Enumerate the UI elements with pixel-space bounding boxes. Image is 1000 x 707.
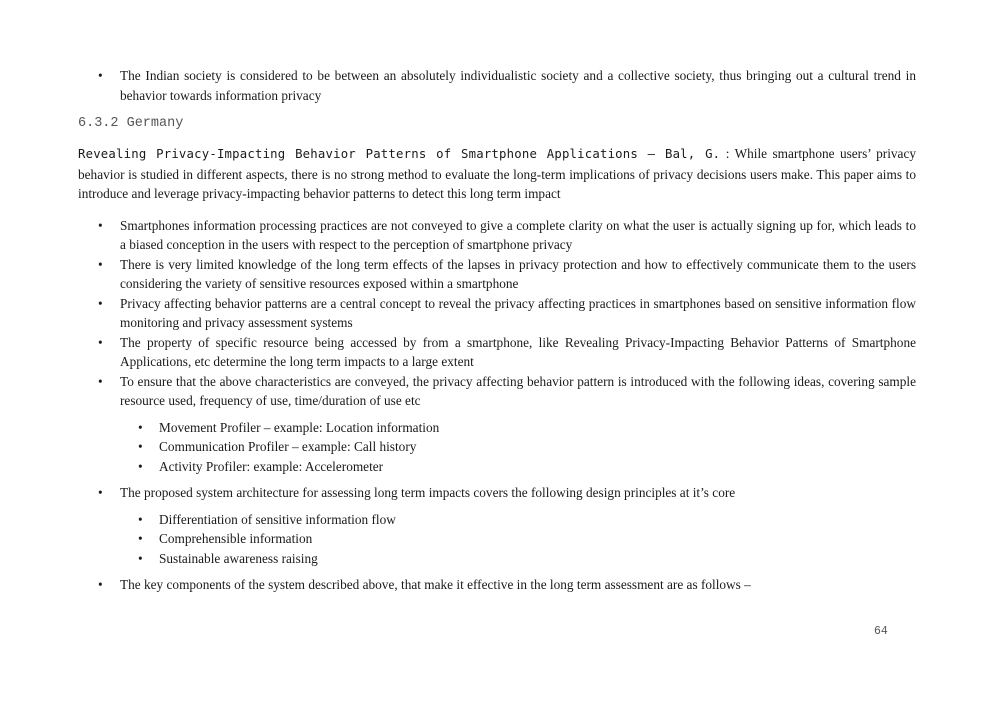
list-item: • Activity Profiler: example: Accelerometer <box>78 457 916 477</box>
list-item: • The key components of the system described above, that make it effective in the long term assessment are as follows – <box>78 575 916 595</box>
section-heading: 6.3.2 Germany <box>78 116 184 131</box>
reference-title: Revealing Privacy-Impacting Behavior Patterns of Smartphone Applications – Bal, G. <box>78 147 721 161</box>
list-item: • Sustainable awareness raising <box>78 549 916 569</box>
list-item: • The proposed system architecture for assessing long term impacts covers the following design principles at it’s core <box>78 483 916 503</box>
architecture-bullet-list <box>78 483 916 503</box>
list-item: • There is very limited knowledge of the long term effects of the lapses in privacy protection and how to effectively communicate them to the users considering the variety of sensitive resources exposed within a smartphone <box>78 255 916 294</box>
list-item: • The Indian society is considered to be between an absolutely individualistic society and a collective society, thus bringing out a cultural trend in behavior towards information privacy <box>78 66 916 105</box>
list-item: • The property of specific resource being accessed by from a smartphone, like Revealing Privacy-Impacting Behavior Patterns of Smartphone Applications, etc determine the long term impacts to a large extent <box>78 333 916 372</box>
components-bullet-list <box>78 575 916 595</box>
list-item: • Privacy affecting behavior patterns are a central concept to reveal the privacy affecting practices in smartphones based on sensitive information flow monitoring and privacy assessment systems <box>78 294 916 333</box>
main-bullet-list <box>78 216 916 411</box>
list-item: • Smartphones information processing practices are not conveyed to give a complete clarity on what the user is actually signing up for, which leads to a biased conception in the users with respect to the perception of smartphone privacy <box>78 216 916 255</box>
reference-summary: While smartphone users’ privacy behavior is studied in different aspects, there is no strong method to evaluate the long-term implications of privacy decisions users make. This paper aims to introduce and leverage privacy-impacting behavior patterns to detect this long term impact <box>78 146 917 201</box>
list-item: • Differentiation of sensitive information flow <box>78 510 916 530</box>
list-item: • Movement Profiler – example: Location information <box>78 418 916 438</box>
page-number: 64 <box>874 625 888 638</box>
intro-bullet-list <box>78 66 916 105</box>
profiler-list <box>78 418 916 477</box>
reference-separator: : <box>720 146 735 161</box>
design-principles-list <box>78 510 916 569</box>
list-item: • Comprehensible information <box>78 529 916 549</box>
reference-paragraph <box>78 144 916 204</box>
page-content <box>78 66 916 595</box>
list-item: • To ensure that the above characteristics are conveyed, the privacy affecting behavior pattern is introduced with the following ideas, covering sample resource used, frequency of use, time/duration of use etc <box>78 372 916 411</box>
list-item: • Communication Profiler – example: Call history <box>78 437 916 457</box>
